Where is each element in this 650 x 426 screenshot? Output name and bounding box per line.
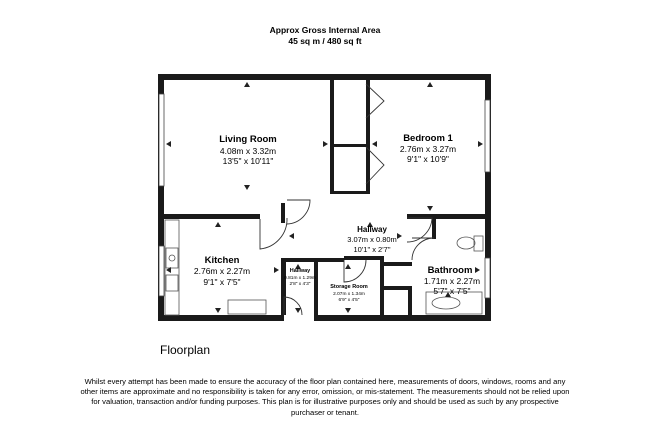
basin (432, 297, 460, 309)
kitchen-north-wall (164, 214, 260, 219)
sink-drain (169, 255, 175, 261)
living-window (159, 94, 164, 186)
room-metric: 4.08m x 3.32m (219, 146, 277, 156)
storage-door (344, 260, 366, 282)
room-imperial: 2'8" x 4'3" (289, 282, 311, 287)
disclaimer-text: Whilst every attempt has been made to ensure the accuracy of the floor plan contained here, measurements of doors, windows, rooms and any other items are approximate and no responsibility is taken for any error, omission, or mis-statement. The measurements should not be relied upon for valuation, transaction and/or funding purposes. This plan is for illustrative purposes only and should be used as such by any prospective purchaser or tenant. (80, 377, 570, 417)
toilet (457, 237, 475, 249)
room-imperial: 5'7" x 7'5" (433, 286, 471, 296)
room-metric: 2.07m x 1.34m (333, 292, 365, 297)
room-bathroom (424, 265, 480, 296)
storage-east-wall (380, 256, 384, 315)
hob (166, 275, 178, 291)
bottom-wall-right (314, 315, 491, 321)
room-imperial: 9'1" x 10'9" (407, 154, 449, 164)
living-door (287, 200, 310, 224)
bathroom-west-ledge (384, 262, 412, 266)
room-metric: 1.71m x 2.27m (423, 276, 481, 286)
floorplan-caption: Floorplan (160, 343, 211, 357)
room-hallway (347, 225, 397, 254)
room-name: Hallway (289, 268, 311, 274)
room-metric: 3.07m x 0.80m (347, 235, 397, 244)
bottom-wall-left (158, 315, 276, 321)
cupboard-base (334, 191, 366, 194)
room-name: Living Room (219, 134, 277, 145)
room-metric: 0.81m x 1.29m (284, 276, 316, 281)
kitchen-worktop (165, 220, 179, 315)
living-cupboard-wall (330, 80, 334, 194)
room-name: Hallway (357, 225, 387, 234)
kitchen-east-wall (281, 258, 286, 315)
front-door (284, 297, 302, 315)
hall-divider (281, 203, 285, 223)
bathroom-step (384, 286, 408, 290)
bathroom-door (412, 238, 434, 260)
room-storage (330, 284, 368, 303)
room-metric: 2.76m x 3.27m (399, 144, 457, 154)
bedroom-west-wall (366, 80, 370, 194)
room-hallway-small (284, 268, 316, 287)
room-name: Kitchen (204, 255, 240, 266)
room-imperial: 9'1" x 7'5" (203, 277, 241, 287)
bottom-wall-hall (276, 315, 284, 321)
bathroom-west-wall (408, 286, 412, 315)
cupboard-shelf (334, 144, 366, 147)
bedroom-window (485, 100, 490, 172)
storage-north-wall (344, 256, 384, 260)
room-name: Bedroom 1 (403, 133, 453, 144)
room-imperial: 6'9" x 4'5" (338, 298, 360, 303)
area-value: 45 sq m / 480 sq ft (288, 36, 362, 46)
area-label: Approx Gross Internal Area (269, 25, 381, 35)
room-name: Bathroom (427, 265, 473, 276)
room-imperial: 10'1" x 2'7" (353, 245, 391, 254)
room-kitchen (194, 255, 250, 287)
room-imperial: 13'5" x 10'11" (222, 156, 274, 166)
room-metric: 2.76m x 2.27m (193, 266, 251, 276)
top-wall (158, 74, 491, 80)
kitchen-sink (166, 248, 178, 268)
room-living (219, 134, 277, 166)
kitchen-window (159, 246, 164, 296)
room-name: Storage Room (330, 284, 368, 290)
bathroom-north-stub (432, 219, 436, 239)
room-bedroom-1 (400, 133, 456, 164)
kitchen-unit (228, 300, 266, 314)
storage-west-wall (314, 258, 318, 315)
bathroom-window (485, 258, 490, 298)
